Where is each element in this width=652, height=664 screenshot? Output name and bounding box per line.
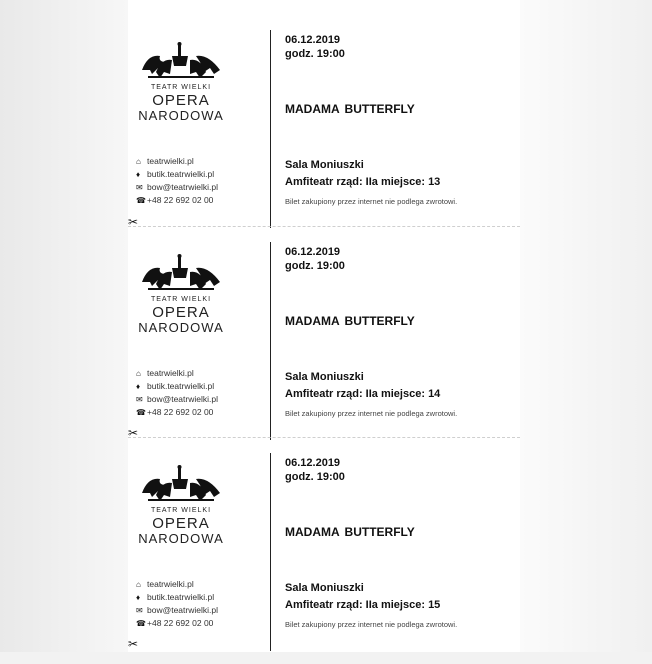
envelope-icon: ✉ — [136, 395, 143, 404]
contact-website — [136, 578, 266, 591]
envelope-icon: ✉ — [136, 606, 143, 615]
contact-email-text: bow@teatrwielki.pl — [147, 182, 218, 192]
contact-shop — [136, 168, 266, 181]
ticket-date: 06.12.2019 — [285, 246, 341, 258]
contact-phone-text: +48 22 692 02 00 — [147, 195, 214, 205]
phone-icon: ☎ — [136, 408, 146, 417]
ticket-hall: Sala Moniuszki — [285, 371, 364, 383]
logo-opera: OPERA — [152, 92, 210, 109]
contact-phone — [136, 194, 266, 207]
home-icon: ⌂ — [136, 580, 141, 589]
contact-shop — [136, 591, 266, 604]
ticket-2 — [128, 242, 520, 453]
contact-website — [136, 155, 266, 168]
logo-teatr-wielki: TEATR WIELKI — [150, 507, 212, 514]
logo-narodowa: NARODOWA — [138, 108, 224, 123]
contact-shop-text: butik.teatrwielki.pl — [147, 592, 215, 602]
quadriga-icon — [138, 254, 224, 294]
ticket-seat-number: 15 — [428, 599, 441, 611]
contact-website-text: teatrwielki.pl — [147, 368, 194, 378]
ticket-seat-number: 13 — [428, 176, 441, 188]
contact-shop-text: butik.teatrwielki.pl — [147, 169, 215, 179]
ticket-date: 06.12.2019 — [285, 34, 341, 46]
shop-icon: ♦ — [136, 170, 141, 179]
ticket-seat-line — [285, 388, 440, 400]
logo-opera: OPERA — [152, 515, 210, 532]
ticket-notice: Bilet zakupiony przez internet nie podlega zwrotowi. — [285, 197, 458, 206]
ticket-notice: Bilet zakupiony przez internet nie podlega zwrotowi. — [285, 409, 458, 418]
ticket-hall: Sala Moniuszki — [285, 159, 364, 171]
ticket-seat-line — [285, 599, 440, 611]
contact-email — [136, 181, 266, 194]
envelope-icon: ✉ — [136, 183, 143, 192]
quadriga-icon — [138, 465, 224, 505]
contact-email — [136, 393, 266, 406]
ticket-notice: Bilet zakupiony przez internet nie podlega zwrotowi. — [285, 620, 458, 629]
opera-logo — [136, 254, 226, 339]
ticket-title: MADAMA BUTTERFLY — [285, 102, 415, 116]
ticket-seat-prefix: Amfiteatr rząd: IIa miejsce: — [285, 388, 429, 400]
shop-icon: ♦ — [136, 593, 141, 602]
ticket-time: godz. 19:00 — [285, 471, 345, 483]
shop-icon: ♦ — [136, 382, 141, 391]
ticket-title: MADAMA BUTTERFLY — [285, 314, 415, 328]
ticket-divider — [270, 453, 271, 651]
contact-phone-text: +48 22 692 02 00 — [147, 618, 214, 628]
ticket-seat-line — [285, 176, 440, 188]
logo-opera: OPERA — [152, 304, 210, 321]
contact-shop — [136, 380, 266, 393]
ticket-time: godz. 19:00 — [285, 260, 345, 272]
ticket-3 — [128, 453, 520, 664]
contact-website-text: teatrwielki.pl — [147, 579, 194, 589]
logo-narodowa: NARODOWA — [138, 531, 224, 546]
ticket-divider — [270, 242, 271, 440]
cut-line — [128, 226, 520, 227]
ticket-date: 06.12.2019 — [285, 457, 341, 469]
logo-narodowa: NARODOWA — [138, 320, 224, 335]
scissors-icon: ✂ — [128, 426, 139, 440]
phone-icon: ☎ — [136, 196, 146, 205]
logo-teatr-wielki: TEATR WIELKI — [150, 84, 212, 91]
scissors-icon: ✂ — [128, 637, 139, 651]
ticket-page — [128, 0, 520, 652]
ticket-time: godz. 19:00 — [285, 48, 345, 60]
contact-email-text: bow@teatrwielki.pl — [147, 394, 218, 404]
ticket-1 — [128, 30, 520, 241]
background-left — [0, 0, 128, 652]
home-icon: ⌂ — [136, 157, 141, 166]
contact-phone — [136, 617, 266, 630]
contact-website-text: teatrwielki.pl — [147, 156, 194, 166]
phone-icon: ☎ — [136, 619, 146, 628]
contact-list — [136, 578, 266, 630]
contact-email-text: bow@teatrwielki.pl — [147, 605, 218, 615]
contact-phone-text: +48 22 692 02 00 — [147, 407, 214, 417]
home-icon: ⌂ — [136, 369, 141, 378]
opera-logo — [136, 42, 226, 127]
opera-logo — [136, 465, 226, 550]
ticket-seat-prefix: Amfiteatr rząd: IIa miejsce: — [285, 176, 429, 188]
logo-teatr-wielki: TEATR WIELKI — [150, 296, 212, 303]
background-right — [520, 0, 652, 652]
contact-phone — [136, 406, 266, 419]
contact-email — [136, 604, 266, 617]
scissors-icon: ✂ — [128, 215, 139, 229]
contact-list — [136, 155, 266, 207]
contact-website — [136, 367, 266, 380]
quadriga-icon — [138, 42, 224, 82]
ticket-seat-number: 14 — [428, 388, 441, 400]
ticket-title: MADAMA BUTTERFLY — [285, 525, 415, 539]
ticket-divider — [270, 30, 271, 228]
contact-list — [136, 367, 266, 419]
contact-shop-text: butik.teatrwielki.pl — [147, 381, 215, 391]
ticket-hall: Sala Moniuszki — [285, 582, 364, 594]
cut-line — [128, 437, 520, 438]
ticket-seat-prefix: Amfiteatr rząd: IIa miejsce: — [285, 599, 429, 611]
